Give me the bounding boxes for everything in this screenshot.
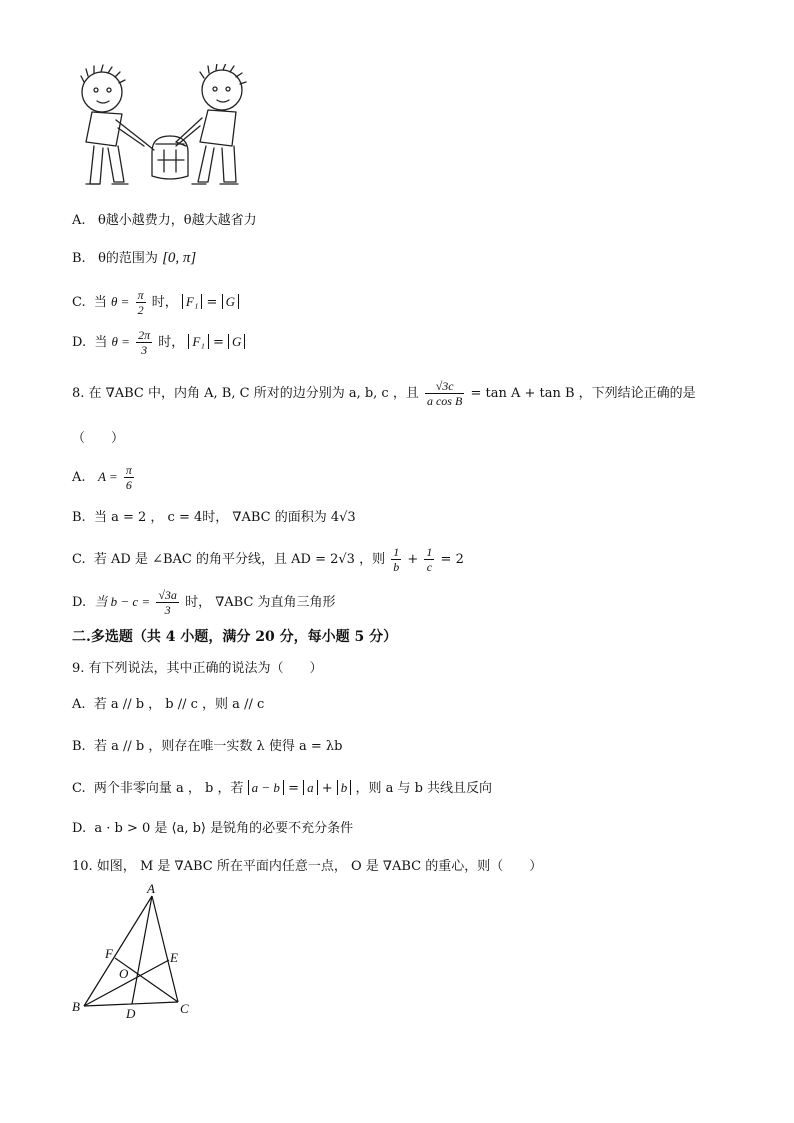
q9-option-a[interactable]: A. 若 a // b ， b // c ，则 a // c <box>72 697 265 712</box>
q7-option-a[interactable]: A. θ越小越费力，θ越大越省力 <box>72 213 257 228</box>
label-o: O <box>119 966 129 981</box>
q7-option-c[interactable]: C. 当 θ = $\frac{\pi}{2}$ 时， F₁ = G <box>72 284 239 321</box>
fraction-sqrt3c-over-acosb: $\frac{√3c}{\text{a cos B}}$ <box>426 379 463 408</box>
fraction-sqrt3a-over-3: $\frac{√3a}{3}$ <box>158 588 177 617</box>
label-f: F <box>105 946 113 961</box>
q8-option-a[interactable]: A. A = $\frac{\pi}{6}$ <box>72 463 132 492</box>
q9-stem: 9. 有下列说法，其中正确的说法为（ ） <box>72 661 323 676</box>
q8-option-b[interactable]: B. 当 a = 2 ， c = 4时， ∇ABC 的面积为 4√3 <box>72 510 356 525</box>
label-e: E <box>170 950 178 965</box>
children-carrying-bag-illustration <box>72 64 252 194</box>
triangle-centroid-diagram <box>66 884 206 1024</box>
fraction-1-over-b: $\frac{1}{b}$ <box>393 545 400 574</box>
q8-stem: 8. 在 ∇ABC 中，内角 A, B, C 所对的边分别为 a, b, c ，且 $\frac{√3c}{\text{a cos B}}$ = tan A + tan B ，下列结论正确的是 <box>72 379 696 408</box>
label-d: D <box>126 1006 136 1021</box>
q8-option-c[interactable]: C. 若 AD 是 ∠BAC 的角平分线，且 AD = 2√3 ，则 $\frac{1}{b}$ + $\frac{1}{c}$ = 2 <box>72 545 464 574</box>
fraction-1-over-c: $\frac{1}{c}$ <box>426 545 433 574</box>
q9-option-d[interactable]: D. a · b > 0 是 ⟨a, b⟩ 是锐角的必要不充分条件 <box>72 821 354 836</box>
q7-option-d[interactable]: D. 当 θ = $\frac{2\pi}{3}$ 时， F₁ = G <box>72 324 245 361</box>
q7-option-b[interactable]: B. θ的范围为 [0, π] <box>72 250 197 266</box>
fraction-pi-over-2: $\frac{\pi}{2}$ <box>137 288 144 317</box>
q10-stem: 10. 如图， M 是 ∇ABC 所在平面内任意一点， O 是 ∇ABC 的重心，则（ ） <box>72 859 543 874</box>
label-c: C <box>180 1001 189 1016</box>
section-heading-multiple-choice: 二.多选题（共 4 小题，满分 20 分，每小题 5 分） <box>72 629 398 645</box>
q8-option-d[interactable]: D. 当 b − c = $\frac{√3a}{3}$ 时， ∇ABC 为直角三角形 <box>72 588 336 617</box>
fraction-pi-over-6: $\frac{\pi}{6}$ <box>125 463 132 492</box>
label-b: B <box>72 999 80 1014</box>
fraction-2pi-over-3: $\frac{2\pi}{3}$ <box>138 328 151 357</box>
q9-option-c[interactable]: C. 两个非零向量 a ， b ，若 a − b = a + b ，则 a 与 b 共线且反向 <box>72 780 493 796</box>
label-a: A <box>147 884 155 896</box>
q8-answer-paren: （ ） <box>72 431 125 446</box>
q9-option-b[interactable]: B. 若 a // b ，则存在唯一实数 λ 使得 a = λb <box>72 739 343 754</box>
